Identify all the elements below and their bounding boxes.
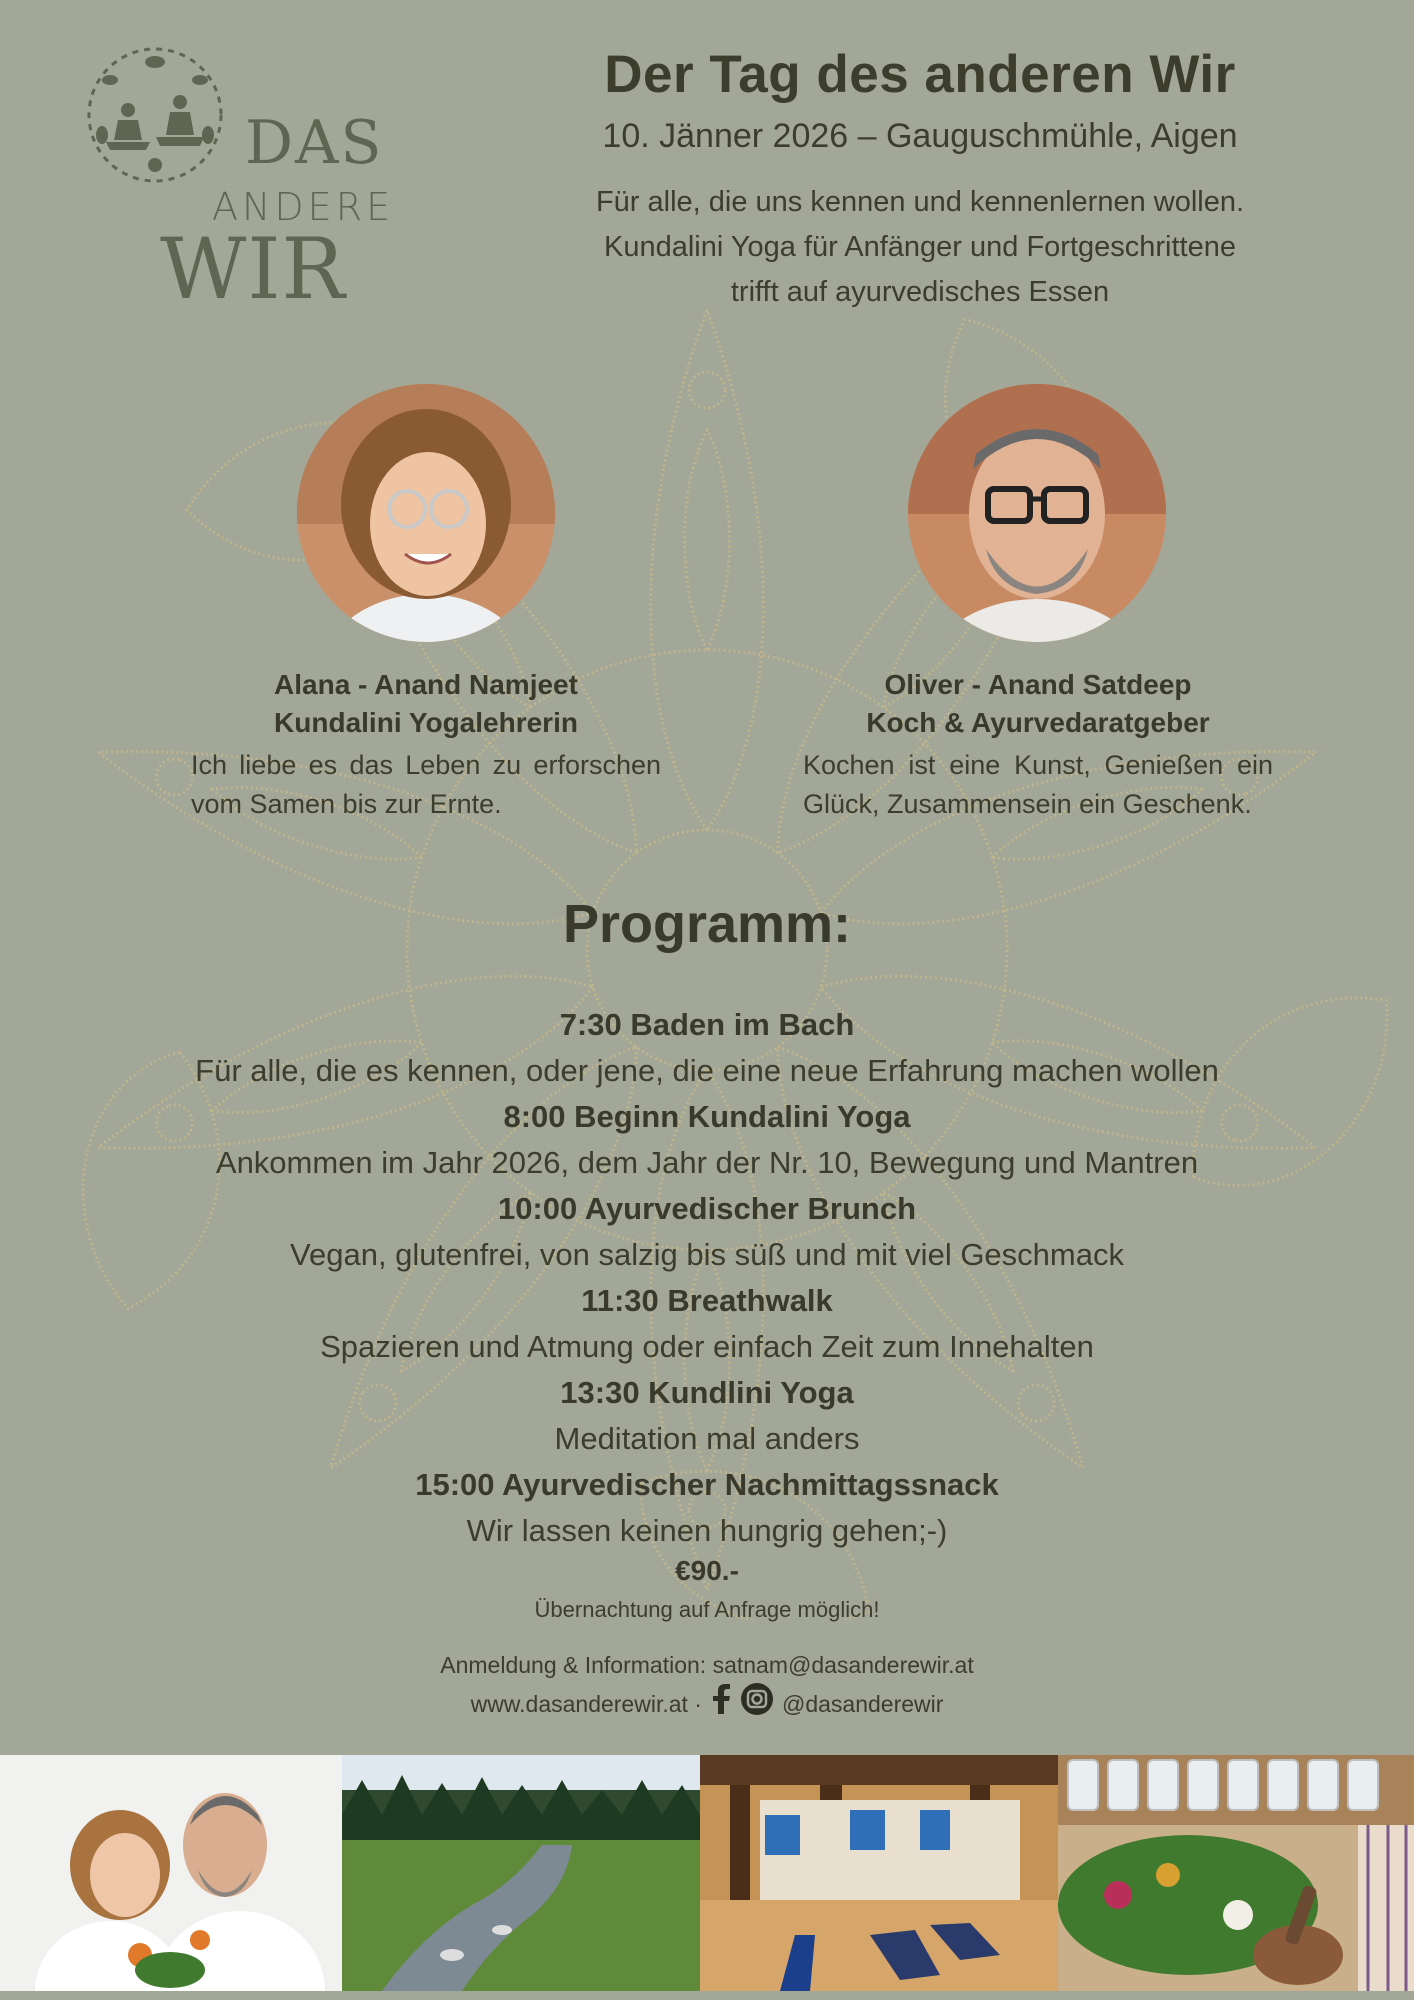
contact-email-line[interactable]: Anmeldung & Information: satnam@dasanderewir.at xyxy=(440,1652,974,1678)
instagram-icon[interactable] xyxy=(740,1682,774,1725)
contact-info xyxy=(0,1648,1414,1725)
person-name: Oliver - Anand Satdeep xyxy=(884,669,1192,700)
slot-title: 10:00 Ayurvedischer Brunch xyxy=(497,1191,917,1226)
bottom-strip xyxy=(0,1991,1414,2000)
website-link[interactable]: www.dasanderewir.at · xyxy=(470,1690,702,1717)
slot-description: Vegan, glutenfrei, von salzig bis süß und mit viel Geschmack xyxy=(290,1237,1124,1272)
person-description: Ich liebe es das Leben zu erforschen vom Samen bis zur Ernte. xyxy=(191,750,661,819)
slot-description: Für alle, die es kennen, oder jene, die eine neue Erfahrung machen wollen xyxy=(195,1053,1219,1088)
price: €90.- xyxy=(675,1555,739,1586)
person-alana xyxy=(191,666,661,824)
slot-description: Spazieren und Atmung oder einfach Zeit zum Innehalten xyxy=(320,1329,1094,1364)
photo-gallery xyxy=(0,1755,1414,1991)
slot-description: Meditation mal anders xyxy=(554,1421,860,1456)
logo-wir-text: WIR xyxy=(160,220,346,318)
person-role: Kundalini Yogalehrerin xyxy=(274,707,578,738)
portrait-oliver xyxy=(908,384,1166,642)
schedule xyxy=(0,1002,1414,1554)
slot-description: Ankommen im Jahr 2026, dem Jahr der Nr. 10, Bewegung und Mantren xyxy=(215,1145,1199,1180)
photo-yoga-room xyxy=(700,1755,1058,1991)
person-name: Alana - Anand Namjeet xyxy=(274,669,578,700)
intro-line: trifft auf ayurvedisches Essen xyxy=(730,276,1110,308)
header xyxy=(480,44,1360,315)
slot-description: Wir lassen keinen hungrig gehen;-) xyxy=(466,1513,948,1548)
programm-heading: Programm: xyxy=(562,894,852,954)
event-date-location: 10. Jänner 2026 – Gauguschmühle, Aigen xyxy=(602,117,1238,155)
slot-title: 8:00 Beginn Kundalini Yoga xyxy=(503,1099,911,1134)
page-title: Der Tag des anderen Wir xyxy=(604,45,1236,104)
portrait-alana xyxy=(297,384,555,642)
overnight-note: Übernachtung auf Anfrage möglich! xyxy=(534,1597,880,1622)
person-role: Koch & Ayurvedaratgeber xyxy=(866,707,1210,738)
person-description: Kochen ist eine Kunst, Genießen ein Glück, Zusammensein ein Geschenk. xyxy=(803,750,1273,819)
slot-title: 11:30 Breathwalk xyxy=(581,1283,833,1318)
slot-title: 7:30 Baden im Bach xyxy=(559,1007,855,1042)
logo-andere-text: ANDERE xyxy=(212,185,395,229)
social-handle[interactable]: @dasanderewir xyxy=(781,1690,944,1717)
intro-line: Kundalini Yoga für Anfänger und Fortgeschrittene xyxy=(603,231,1236,263)
person-oliver xyxy=(803,666,1273,824)
contact-social-line xyxy=(0,1682,1414,1725)
facebook-icon[interactable] xyxy=(710,1684,732,1723)
slot-title: 15:00 Ayurvedischer Nachmittagssnack xyxy=(415,1467,999,1502)
intro-text xyxy=(480,180,1360,315)
yoga-tree-icon xyxy=(80,40,230,190)
slot-title: 13:30 Kundlini Yoga xyxy=(560,1375,854,1410)
intro-line: Für alle, die uns kennen und kennenlernen wollen. xyxy=(595,186,1245,218)
photo-stream-landscape xyxy=(342,1755,700,1991)
photo-ayurvedic-food xyxy=(1058,1755,1414,1991)
photo-couple xyxy=(0,1755,342,1991)
logo-das-text: DAS xyxy=(245,108,384,178)
